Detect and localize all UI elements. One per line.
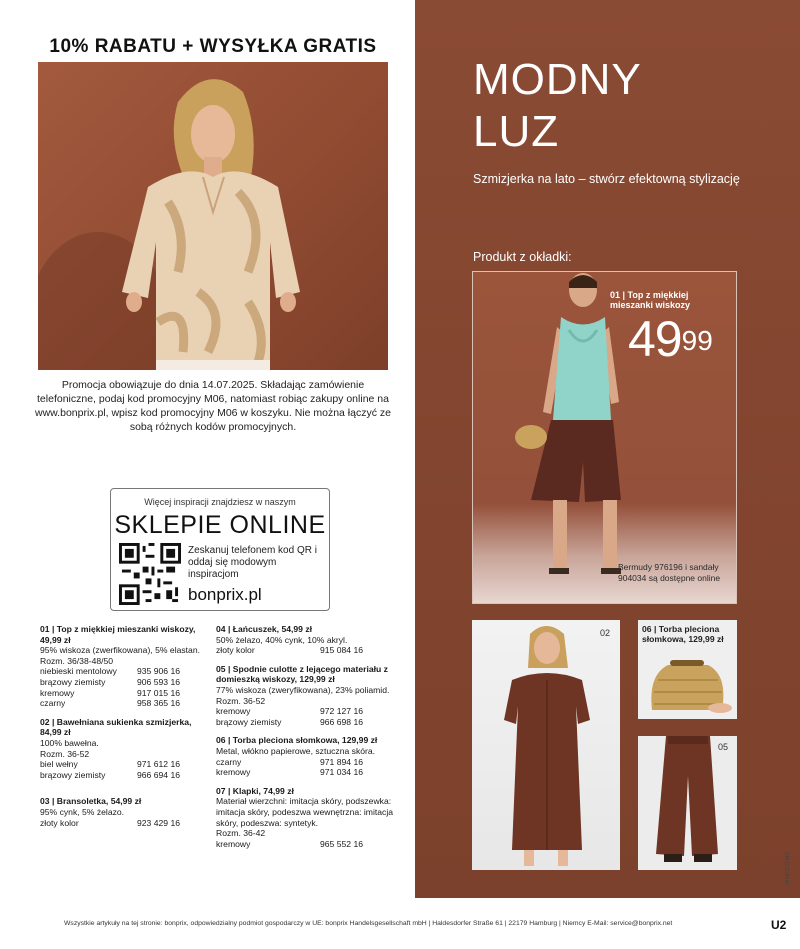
product-07-material: Materiał wierzchni: imitacja skóry, podszewka: imitacja skóry, podeszwa wewnętrzna: imitacja skóry, podeszwa: syntetyk. [216, 796, 394, 828]
product-05-block [216, 664, 406, 728]
variant-color: brązowy ziemisty [216, 716, 282, 727]
online-shop-heading: SKLEPIE ONLINE [114, 511, 326, 539]
variant-color: brązowy ziemisty [40, 769, 106, 780]
product-specs-column-2 [216, 624, 406, 849]
product-06-title: 06 | Torba pleciona słomkowa, 129,99 zł [216, 735, 378, 746]
online-shop-box[interactable] [110, 488, 330, 611]
product-07-block [216, 786, 406, 850]
product-04-material: 50% żelazo, 40% cynk, 10% akryl. [216, 634, 348, 645]
shop-url-link[interactable]: bonprix.pl [188, 585, 262, 604]
variant-code: 966 694 16 [137, 769, 181, 780]
page-number: U2 [771, 918, 787, 932]
promo-conditions: Promocja obowiązuje do dnia 14.07.2025. Składając zamówienie telefoniczne, podaj kod promocyjny M06, natomiast robiąc zakupy online na www.bonprix.pl, wpisz kod promocyjny M06 w koszyku. Nie można łączyć ze sobą różnych kodów promocyjnych. [35, 379, 391, 433]
variant-code: 965 552 16 [320, 838, 364, 849]
variant-row [216, 757, 406, 768]
variant-code: 972 127 16 [320, 706, 364, 717]
product-01-title: 01 | Top z miękkiej mieszanki wiskozy, 49,99 zł [40, 624, 196, 645]
variant-color: biel wełny [40, 759, 78, 770]
product-04-block [216, 624, 406, 656]
product-specs-column-1 [40, 624, 208, 828]
variant-color: czarny [216, 756, 242, 767]
variant-row [216, 839, 406, 850]
variant-code: 935 906 16 [137, 666, 181, 677]
variant-row [40, 677, 208, 688]
variant-color: kremowy [216, 838, 251, 849]
variant-color: kremowy [216, 767, 251, 778]
product-07-title: 07 | Klapki, 74,99 zł [216, 785, 294, 796]
variant-color: czarny [40, 698, 66, 709]
product-06-block [216, 735, 406, 777]
product-05-title: 05 | Spodnie culotte z lejącego materiału z domieszką wiskozy, 129,99 zł [216, 663, 388, 685]
product-04-title: 04 | Łańcuszek, 54,99 zł [216, 624, 313, 634]
variant-row [40, 666, 208, 677]
variant-row [216, 717, 406, 728]
price-cents: 99 [681, 325, 713, 356]
product-05-material: 77% wiskoza (zweryfikowana), 23% poliamid. [216, 684, 390, 695]
headline [473, 54, 642, 158]
model-illustration [38, 62, 388, 370]
variant-code: 971 612 16 [137, 759, 181, 770]
variant-code: 971 034 16 [320, 767, 364, 778]
product-03-block [40, 796, 208, 828]
headline-line-1: MODNY [473, 55, 642, 104]
pants-product-image[interactable] [638, 736, 737, 870]
variant-color: kremowy [216, 706, 251, 717]
product-02-sizes: Rozm. 36-52 [40, 748, 90, 759]
product-01-block [40, 624, 208, 709]
variant-code: 917 015 16 [137, 687, 181, 698]
variant-color: brązowy ziemisty [40, 676, 106, 687]
legal-footer: Wszystkie artykuły na tej stronie: bonprix, odpowiedzialny podmiot gospodarczy w UE: bonprix Handelsgesellschaft mbH | Haldesdorfer Straße 61 | 22179 Hamburg | Niemcy E-Mail: service@bonprix.net [64, 920, 673, 927]
hero-image-blouse [38, 62, 388, 370]
catalog-side-code: IHME/CD/MO [785, 851, 791, 885]
product-03-material: 95% cynk, 5% żelazo. [40, 806, 125, 817]
qr-code-icon[interactable] [119, 543, 181, 605]
price-main: 49 [628, 311, 682, 367]
product-03-title: 03 | Bransoletka, 54,99 zł [40, 796, 142, 807]
product-01-sizes: Rozm. 36/38-48/50 [40, 655, 114, 666]
variant-row [40, 759, 208, 770]
qr-scan-instructions: Zeskanuj telefonem kod QR i oddaj się modowym inspiracjom [188, 545, 317, 580]
variant-code: 915 084 16 [320, 645, 364, 656]
variant-color: niebieski mentolowy [40, 666, 117, 677]
variant-row [40, 698, 208, 709]
dress-illustration [472, 620, 620, 870]
variant-color: kremowy [40, 687, 75, 698]
variant-row [216, 767, 406, 778]
promo-title: 10% RABATU + WYSYŁKA GRATIS [49, 36, 377, 57]
variant-code: 958 365 16 [137, 698, 181, 709]
product-05-sizes: Rozm. 36-52 [216, 695, 266, 706]
online-inspiration-text: Więcej inspiracji znajdziesz w naszym [144, 497, 296, 507]
variant-row [40, 818, 208, 829]
cover-availability-note: Bermudy 976196 i sandały 904034 są dostępne online [618, 562, 721, 583]
variant-row [216, 706, 406, 717]
variant-row [216, 645, 406, 656]
culotte-pants-illustration [638, 736, 737, 870]
dress-label: 02 [600, 628, 611, 638]
dress-product-image[interactable] [472, 620, 620, 870]
bag-product-image[interactable] [638, 620, 737, 719]
product-06-material: Metal, włókno papierowe, sztuczna skóra. [216, 745, 376, 756]
variant-row [40, 770, 208, 781]
product-01-material: 95% wiskoza (zwerfikowana), 5% elastan. [40, 645, 201, 656]
variant-code: 971 894 16 [320, 756, 364, 767]
product-07-sizes: Rozm. 36-42 [216, 828, 266, 839]
cover-product-label: Produkt z okładki: [473, 250, 572, 264]
cover-product-image[interactable] [472, 271, 737, 604]
bag-label: 06 | Torba pleciona słomkowa, 129,99 zł [642, 624, 724, 644]
variant-color: złoty kolor [216, 645, 255, 656]
product-02-title: 02 | Bawełniana sukienka szmizjerka, 84,99 zł [40, 716, 192, 738]
variant-row [40, 688, 208, 699]
cover-price [628, 311, 713, 367]
headline-subtitle: Szmizjerka na lato – stwórz efektowną stylizację [473, 172, 740, 186]
product-02-block [40, 717, 208, 781]
pants-label: 05 [718, 742, 729, 752]
variant-code: 923 429 16 [137, 817, 181, 828]
variant-color: złoty kolor [40, 817, 79, 828]
variant-code: 966 698 16 [320, 716, 364, 727]
product-02-material: 100% bawełna. [40, 737, 99, 748]
headline-line-2: LUZ [473, 107, 560, 156]
variant-code: 906 593 16 [137, 676, 181, 687]
cover-product-tag: 01 | Top z miękkiej mieszanki wiskozy [610, 290, 691, 310]
